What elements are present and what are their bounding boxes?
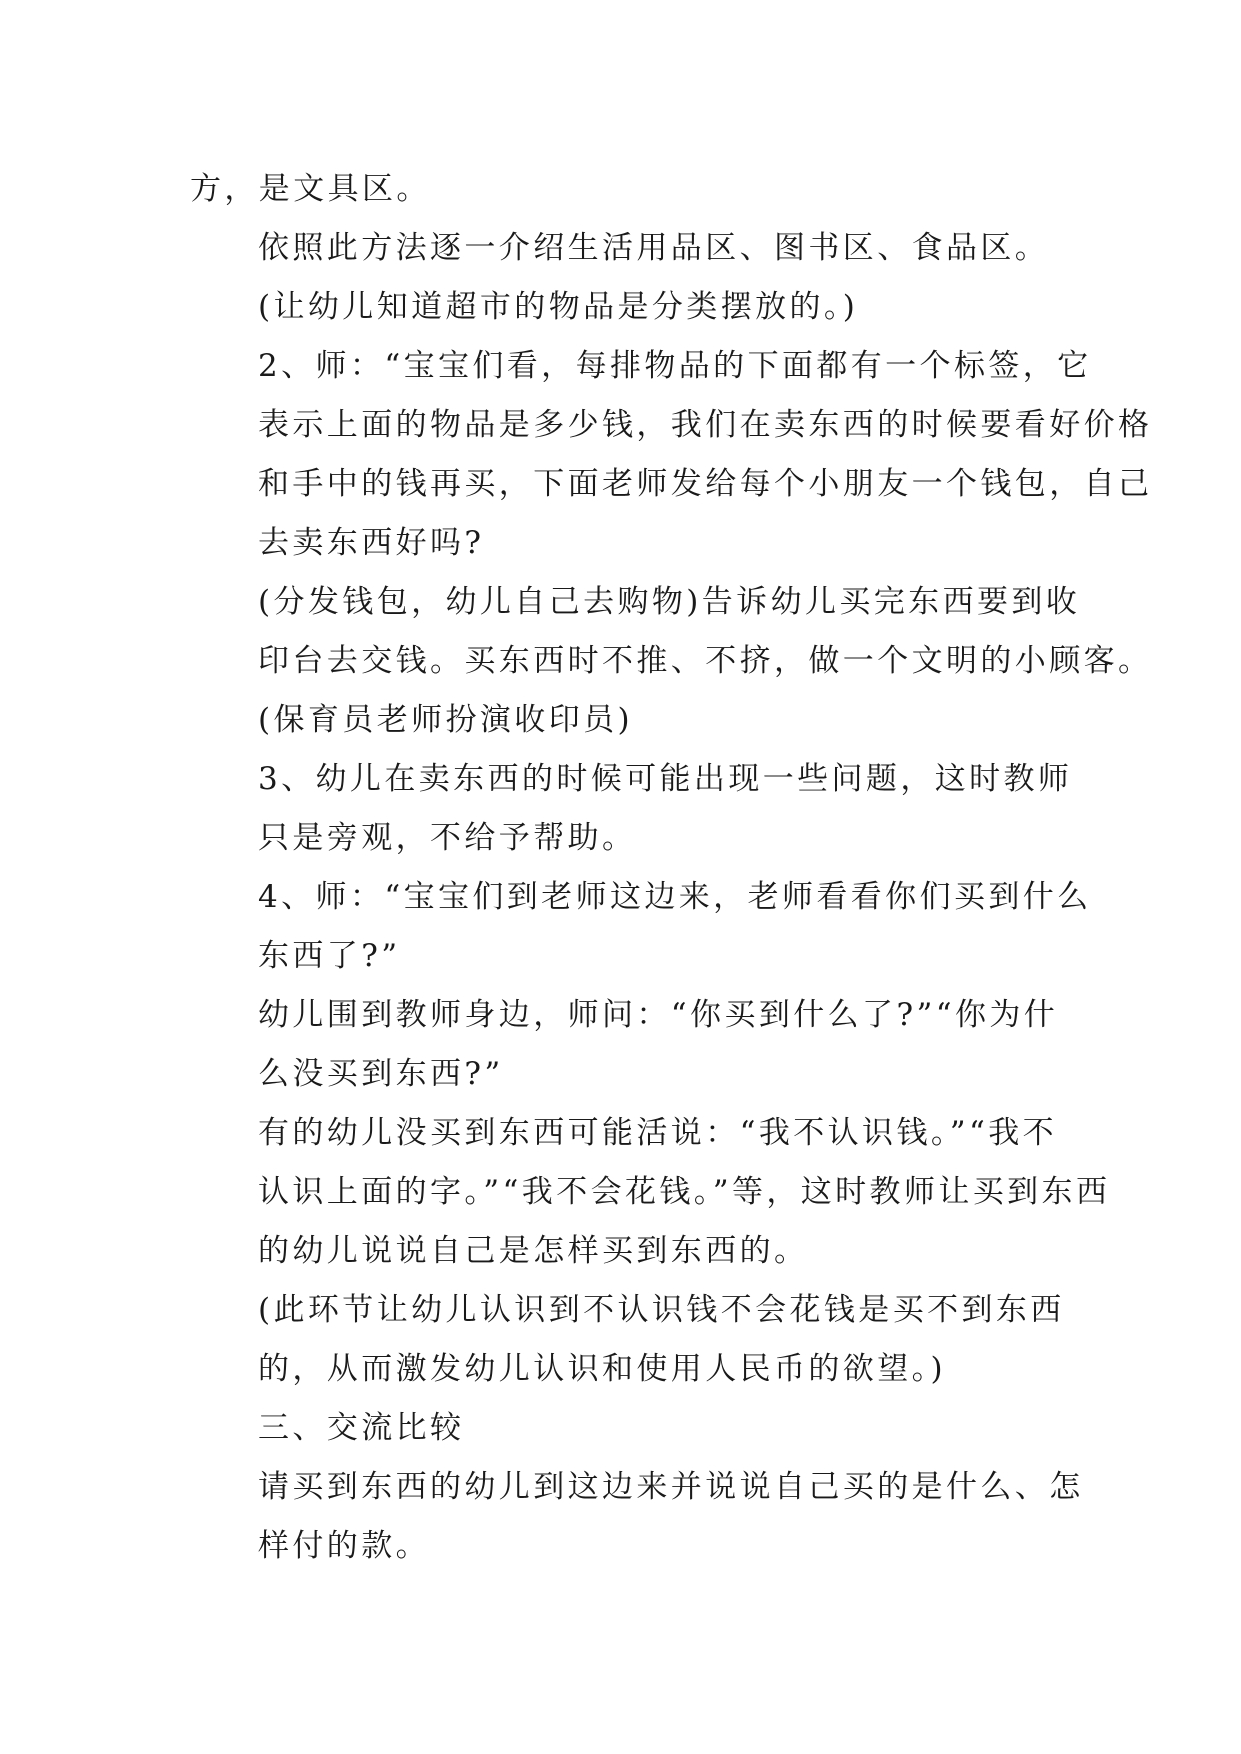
text-line: 请买到东西的幼儿到这边来并说说自己买的是什么、怎	[258, 1469, 1084, 1505]
text-line: 东西了?”	[258, 938, 401, 974]
text-line: 印台去交钱。买东西时不推、不挤，做一个文明的小顾客。	[258, 643, 1153, 679]
text-line: 有的幼儿没买到东西可能活说：“我不认识钱。”“我不	[258, 1115, 1058, 1151]
text-line: 依照此方法逐一介绍生活用品区、图书区、食品区。	[258, 230, 1050, 266]
text-line: 的幼儿说说自己是怎样买到东西的。	[258, 1233, 809, 1269]
paragraph	[190, 1104, 1111, 1281]
text-line: 的，从而激发幼儿认识和使用人民币的欲望。)	[258, 1351, 946, 1387]
paragraph	[190, 573, 1153, 750]
text-line: 去卖东西好吗?	[258, 525, 485, 561]
text-line: 幼儿围到教师身边，师问：“你买到什么了?”“你为什	[258, 997, 1059, 1033]
paragraph	[190, 868, 1092, 986]
document-body	[190, 160, 1153, 1576]
text-line: 只是旁观，不给予帮助。	[258, 820, 637, 856]
text-line: 么没买到东西?”	[258, 1056, 504, 1092]
paragraph	[190, 160, 1070, 219]
paragraph	[190, 219, 1070, 278]
paragraph	[190, 1281, 1070, 1399]
text-line: 3、幼儿在卖东西的时候可能出现一些问题，这时教师	[258, 761, 1073, 797]
text-line: (保育员老师扮演收印员)	[258, 702, 633, 738]
text-line: 4、师：“宝宝们到老师这边来，老师看看你们买到什么	[258, 879, 1092, 915]
text-line: 表示上面的物品是多少钱，我们在卖东西的时候要看好价格	[258, 407, 1153, 443]
text-line: (让幼儿知道超市的物品是分类摆放的。)	[258, 289, 859, 325]
text-line: 三、交流比较	[258, 1410, 465, 1446]
paragraph	[190, 986, 1070, 1104]
paragraph	[190, 1399, 1070, 1458]
text-line: 2、师：“宝宝们看，每排物品的下面都有一个标签，它	[258, 348, 1092, 384]
paragraph	[190, 750, 1073, 868]
text-line: 认识上面的字。”“我不会花钱。”等，这时教师让买到东西	[258, 1174, 1111, 1210]
text-line: 方，是文具区。	[190, 171, 431, 207]
paragraph	[190, 278, 1070, 337]
paragraph	[190, 1458, 1084, 1576]
paragraph	[190, 337, 1153, 573]
text-line: 样付的款。	[258, 1528, 430, 1564]
text-line: (分发钱包，幼儿自己去购物)告诉幼儿买完东西要到收	[258, 584, 1081, 620]
text-line: 和手中的钱再买，下面老师发给每个小朋友一个钱包，自己	[258, 466, 1153, 502]
text-line: (此环节让幼儿认识到不认识钱不会花钱是买不到东西	[258, 1292, 1065, 1328]
